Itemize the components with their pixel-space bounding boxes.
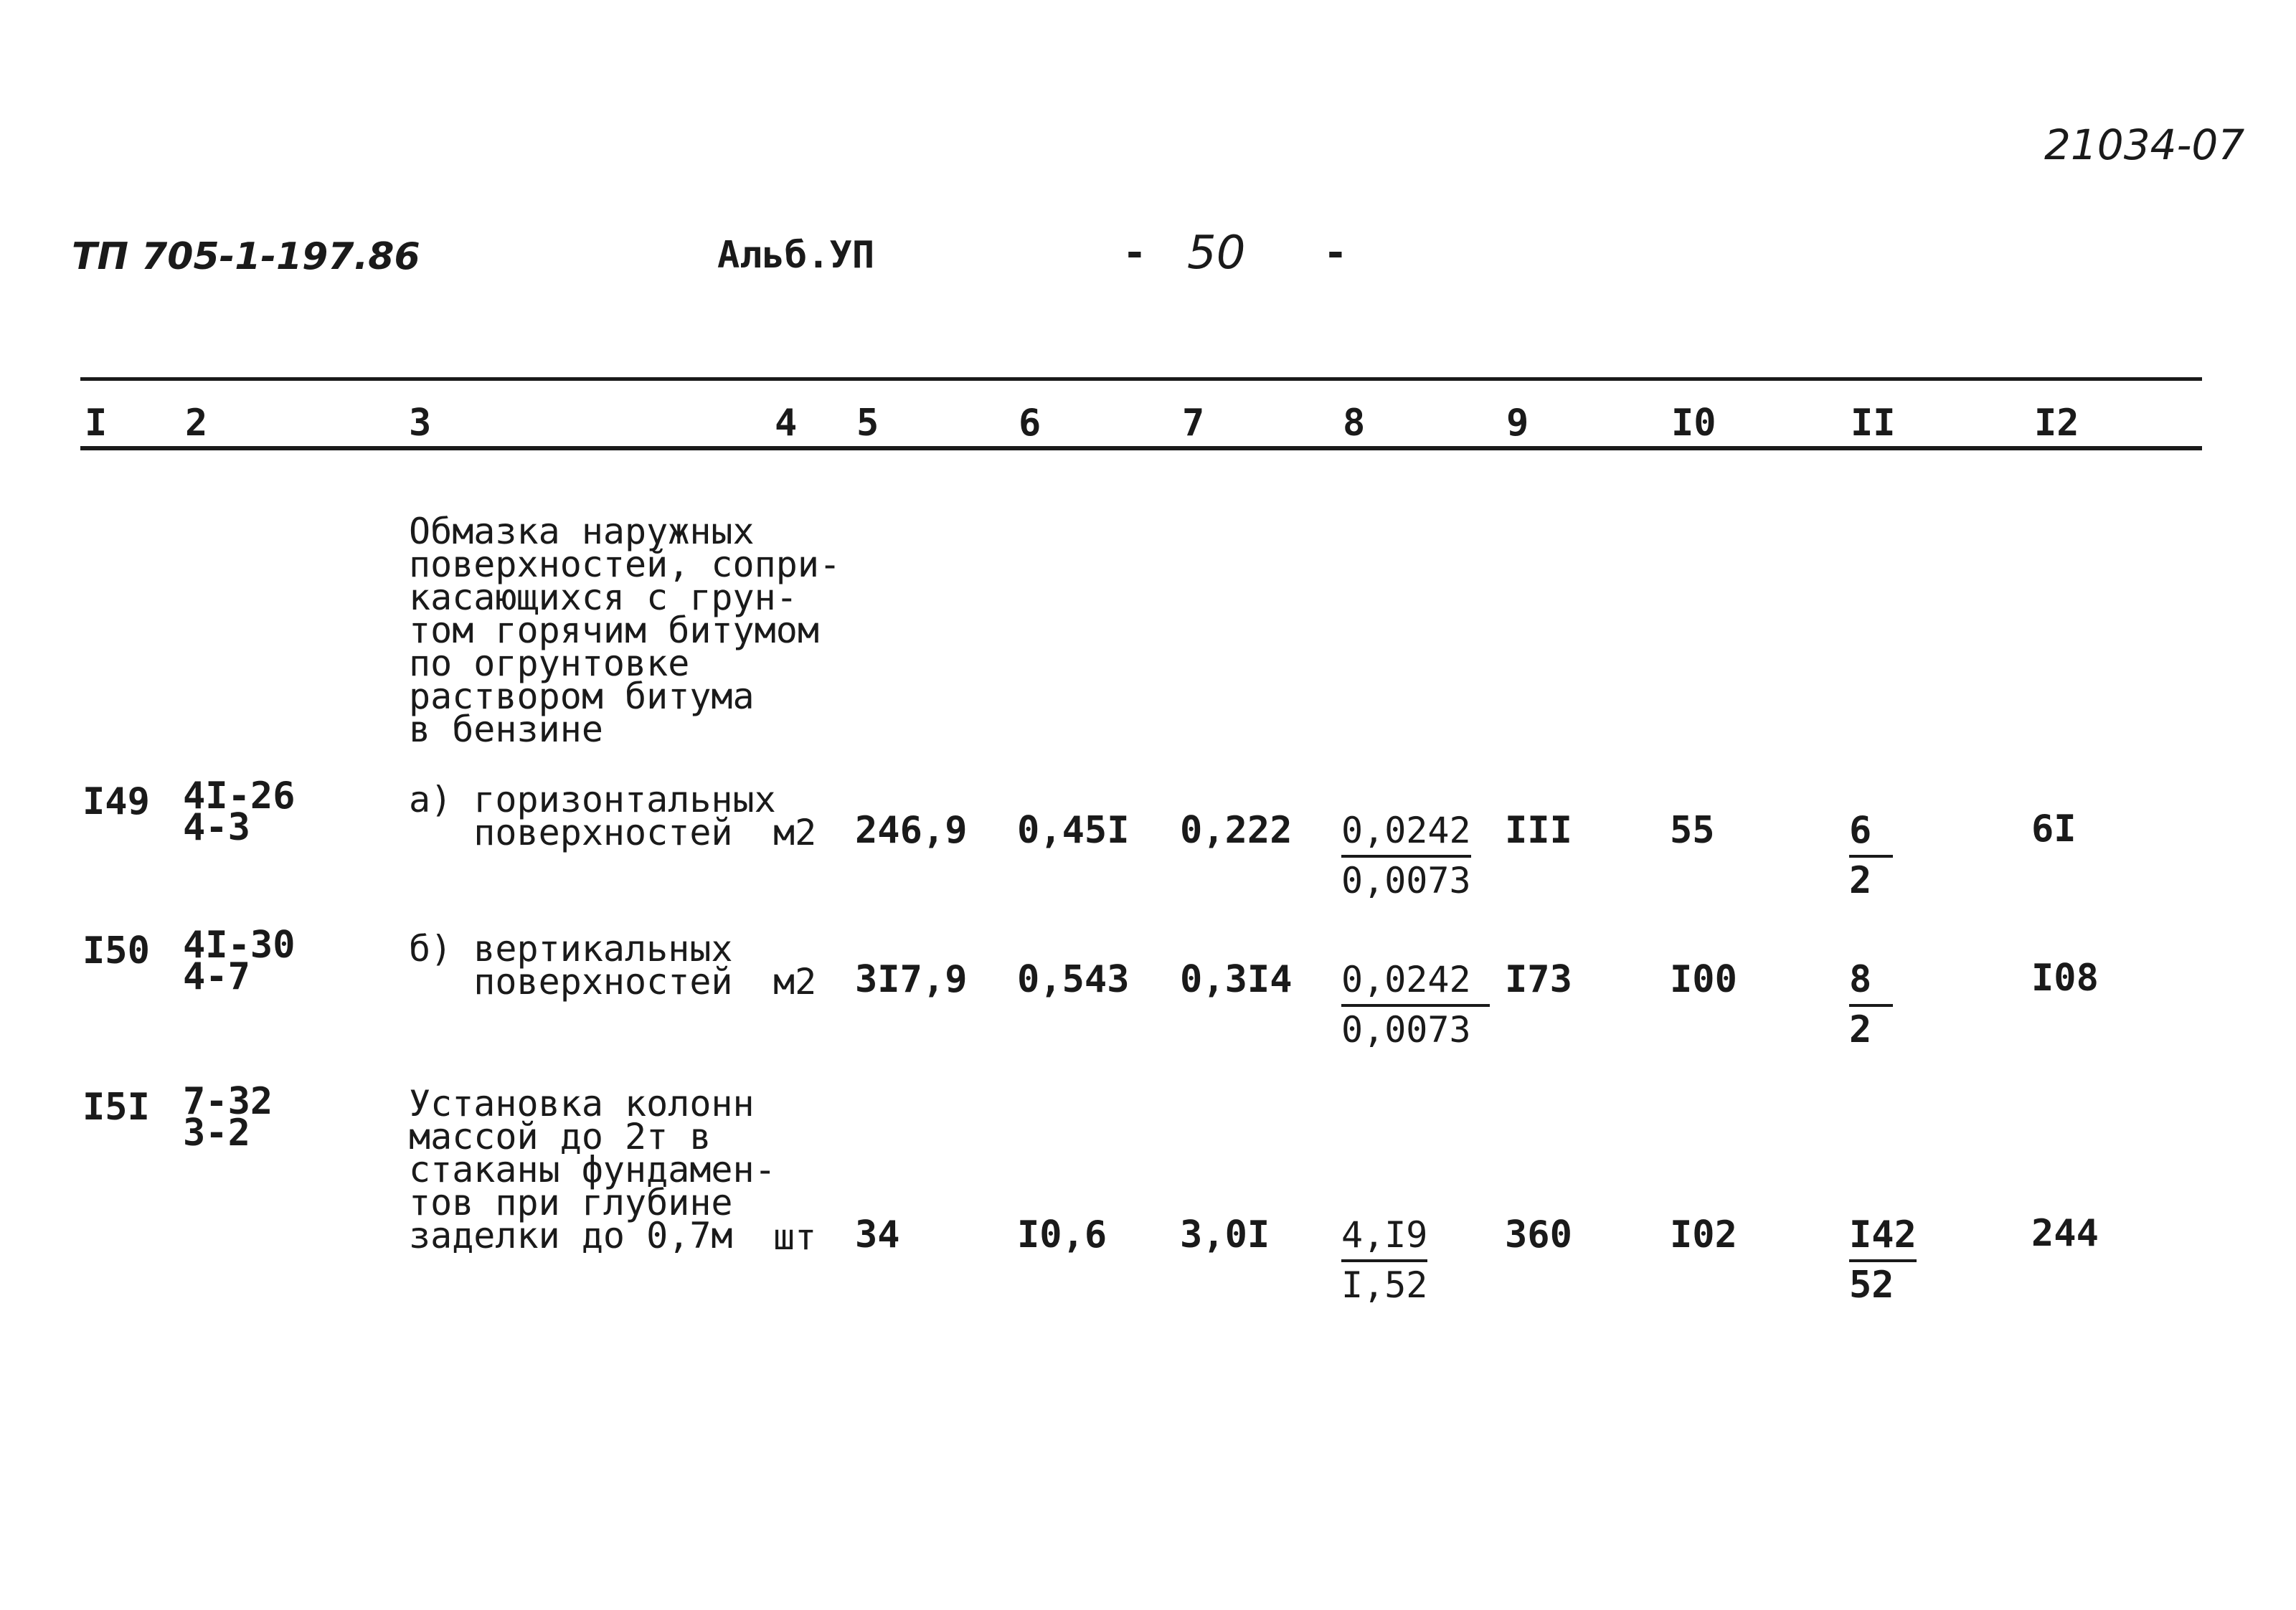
col12-value: 6I xyxy=(2031,808,2077,851)
col9-value: I73 xyxy=(1505,958,1572,1001)
description-line: поверхностей xyxy=(409,961,733,1003)
norm-code xyxy=(183,1080,273,1155)
col7-value: 0,222 xyxy=(1180,809,1293,852)
col7-value: 3,0I xyxy=(1180,1213,1270,1256)
row-number: I49 xyxy=(82,780,150,823)
col-header-5: 5 xyxy=(856,402,879,445)
norm-code-top: 4I-26 xyxy=(183,775,296,818)
col5-value: 3I7,9 xyxy=(855,958,968,1001)
description-line: Установка колонн xyxy=(409,1083,755,1124)
col-header-9: 9 xyxy=(1506,402,1529,445)
col6-value: 0,45I xyxy=(1017,809,1130,852)
row-description xyxy=(409,1083,776,1256)
col8-fraction xyxy=(1341,808,1471,904)
page-dash-left: - xyxy=(1123,229,1147,276)
norm-code xyxy=(183,924,296,998)
document-code: ТП 705-1-197.86 xyxy=(72,235,420,278)
col-header-10: I0 xyxy=(1671,402,1716,445)
section-line: том горячим битумом xyxy=(409,610,819,651)
section-line: поверхностей, сопри- xyxy=(409,544,841,585)
norm-code-bottom: 3-2 xyxy=(183,1112,250,1155)
col-header-7: 7 xyxy=(1182,402,1205,445)
description-line: а) горизонтальных xyxy=(409,779,776,820)
col12-value: I08 xyxy=(2031,957,2099,1000)
col6-value: 0,543 xyxy=(1017,958,1130,1001)
col8-numerator: 0,0242 xyxy=(1341,808,1471,858)
col8-fraction xyxy=(1341,957,1490,1053)
col5-value: 34 xyxy=(855,1213,900,1256)
col9-value: III xyxy=(1505,809,1572,852)
norm-code-top: 4I-30 xyxy=(183,924,296,967)
col-header-8: 8 xyxy=(1343,402,1366,445)
col5-value: 246,9 xyxy=(855,809,968,852)
album-label: Альб.УП xyxy=(717,234,875,277)
col10-value: 55 xyxy=(1670,809,1715,852)
col9-value: 360 xyxy=(1505,1213,1572,1256)
archive-number: 21034-07 xyxy=(2044,120,2245,169)
description-line: заделки до 0,7м xyxy=(409,1215,733,1256)
col8-denominator: I,52 xyxy=(1341,1264,1428,1306)
col-header-12: I2 xyxy=(2034,402,2079,445)
col6-value: I0,6 xyxy=(1017,1213,1107,1256)
col7-value: 0,3I4 xyxy=(1180,958,1293,1001)
page-dash-right: - xyxy=(1323,229,1348,276)
col10-value: I00 xyxy=(1670,958,1737,1001)
col-header-1: I xyxy=(85,402,108,445)
norm-code-top: 7-32 xyxy=(183,1080,273,1123)
page-number: 50 xyxy=(1187,227,1246,280)
section-line: раствором битума xyxy=(409,676,755,717)
description-line: стаканы фундамен- xyxy=(409,1149,776,1190)
col8-numerator: 0,0242 xyxy=(1341,957,1490,1007)
col-header-6: 6 xyxy=(1019,402,1041,445)
col10-value: I02 xyxy=(1670,1213,1737,1256)
norm-code-bottom: 4-3 xyxy=(183,806,250,849)
norm-code-bottom: 4-7 xyxy=(183,955,250,998)
description-line: б) вертикальных xyxy=(409,928,733,970)
col-header-2: 2 xyxy=(185,402,208,445)
section-line: по огрунтовке xyxy=(409,643,690,684)
unit: м2 xyxy=(773,961,817,1003)
description-line: тов при глубине xyxy=(409,1182,733,1223)
col8-denominator: 0,0073 xyxy=(1341,1009,1471,1051)
col11-numerator: I42 xyxy=(1849,1212,1917,1262)
norm-code xyxy=(183,775,296,849)
row-number: I5I xyxy=(82,1086,150,1129)
section-line: касающихся с грун- xyxy=(409,577,798,618)
section-line: в бензине xyxy=(409,709,603,750)
col8-denominator: 0,0073 xyxy=(1341,860,1471,901)
section-line: Обмазка наружных xyxy=(409,511,755,552)
row-description xyxy=(409,928,733,1003)
col-header-4: 4 xyxy=(775,402,798,445)
description-line: поверхностей xyxy=(409,812,733,853)
col8-numerator: 4,I9 xyxy=(1341,1212,1427,1262)
col-header-3: 3 xyxy=(409,402,432,445)
table-header-rule xyxy=(80,446,2202,450)
row-description xyxy=(409,779,776,853)
table-top-rule xyxy=(80,377,2202,381)
col11-denominator: 2 xyxy=(1849,1008,1872,1051)
row-number: I50 xyxy=(82,929,150,972)
col11-fraction xyxy=(1849,808,1893,904)
section-heading xyxy=(409,511,841,750)
unit: шт xyxy=(773,1216,817,1258)
col11-numerator: 6 xyxy=(1849,808,1893,858)
col11-numerator: 8 xyxy=(1849,957,1893,1007)
col11-denominator: 52 xyxy=(1849,1264,1894,1307)
col-header-11: II xyxy=(1851,402,1896,445)
col11-fraction xyxy=(1849,957,1893,1053)
col12-value: 244 xyxy=(2031,1212,2099,1255)
description-line: массой до 2т в xyxy=(409,1116,712,1157)
col11-denominator: 2 xyxy=(1849,859,1872,902)
col11-fraction xyxy=(1849,1212,1917,1308)
col8-fraction xyxy=(1341,1212,1427,1308)
unit: м2 xyxy=(773,812,817,853)
